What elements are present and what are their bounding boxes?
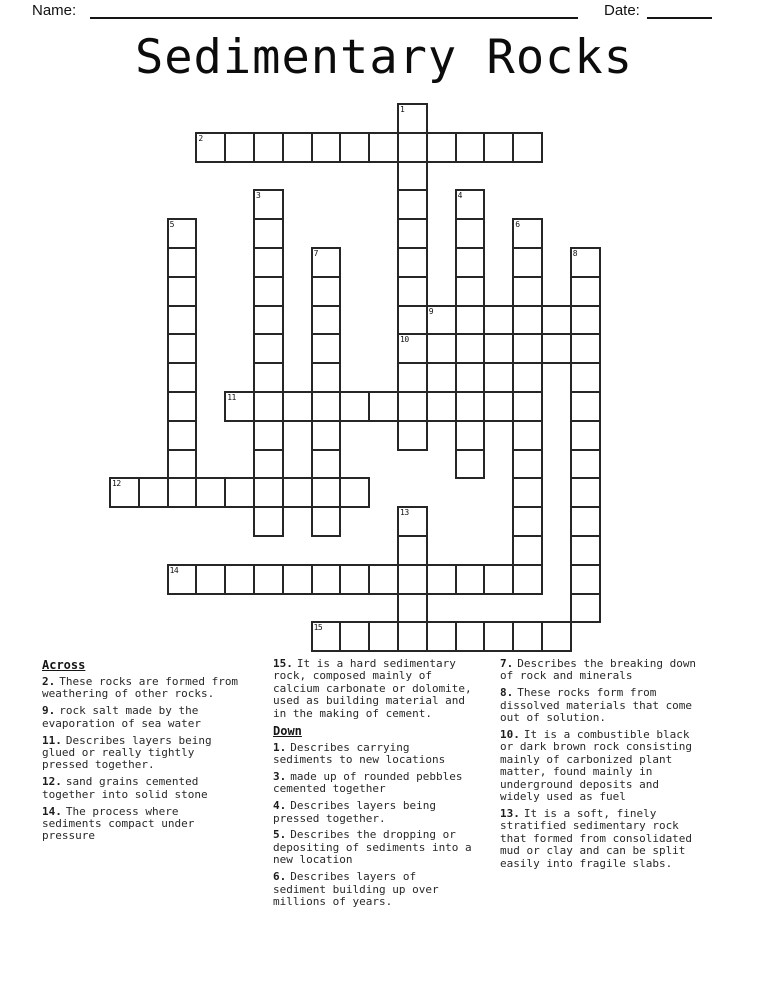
grid-cell[interactable] (311, 564, 342, 595)
grid-cell[interactable] (570, 305, 601, 336)
grid-cell[interactable] (426, 333, 457, 364)
clue-number: 7. (500, 657, 514, 670)
grid-cell[interactable] (397, 333, 428, 364)
clue-number: 8. (500, 686, 514, 700)
grid-cell[interactable] (455, 132, 486, 163)
clue-number: 15. (273, 657, 293, 670)
grid-cell[interactable] (483, 305, 514, 336)
date-blank-line (647, 17, 712, 19)
grid-cell[interactable] (570, 593, 601, 624)
grid-cell[interactable] (167, 276, 198, 307)
grid-cell[interactable] (512, 391, 543, 422)
grid-cell[interactable] (253, 276, 284, 307)
grid-cell[interactable] (224, 391, 255, 422)
clue: 1. Describes carrying sediments to new locations (273, 740, 446, 766)
grid-cell[interactable] (426, 564, 457, 595)
grid-cell[interactable] (167, 362, 198, 393)
grid-cell[interactable] (512, 218, 543, 249)
clue-number: 1. (273, 740, 287, 754)
grid-cell[interactable] (455, 621, 486, 652)
grid-cell[interactable] (426, 391, 457, 422)
grid-cell[interactable] (282, 132, 313, 163)
grid-cell[interactable] (570, 362, 601, 393)
across-header: Across (42, 658, 86, 672)
grid-cell[interactable] (253, 189, 284, 220)
grid-cell[interactable] (167, 218, 198, 249)
grid-cell-number: 10 (400, 335, 409, 345)
grid-cell[interactable] (512, 535, 543, 566)
clue-number: 2. (42, 675, 56, 688)
clue-number: 4. (273, 799, 287, 813)
grid-cell[interactable] (311, 132, 342, 163)
grid-cell[interactable] (253, 449, 284, 480)
clue: 12. sand grains cemented together into solid stone (42, 775, 208, 801)
grid-cell[interactable] (570, 564, 601, 595)
grid-cell[interactable] (397, 247, 428, 278)
grid-cell[interactable] (253, 477, 284, 508)
grid-cell[interactable] (570, 247, 601, 278)
clue-number: 14. (42, 804, 62, 818)
grid-cell[interactable] (167, 564, 198, 595)
clue: 10. It is a combustible black or dark brown rock consisting mainly of carbonized plant matter, found mainly in underground deposits and widely used as fuel (500, 728, 693, 804)
grid-cell[interactable] (311, 391, 342, 422)
clue-number: 10. (500, 728, 520, 742)
grid-cell[interactable] (512, 477, 543, 508)
grid-cell[interactable] (311, 333, 342, 364)
grid-cell[interactable] (570, 506, 601, 537)
grid-cell[interactable] (282, 391, 313, 422)
grid-cell[interactable] (426, 132, 457, 163)
clue: 11. Describes layers being glued or really tightly pressed together. (42, 733, 212, 772)
name-label: Name: (32, 2, 77, 19)
grid-cell[interactable] (483, 391, 514, 422)
grid-cell[interactable] (311, 305, 342, 336)
grid-cell[interactable] (570, 477, 601, 508)
grid-cell-number: 2 (198, 133, 203, 143)
grid-cell[interactable] (455, 449, 486, 480)
grid-cell[interactable] (455, 333, 486, 364)
clue: 15. It is a hard sedimentary rock, composed mainly of calcium carbonate or dolomite, used as building material and in the making of cement. (273, 657, 472, 720)
grid-cell[interactable] (397, 362, 428, 393)
grid-cell-number: 6 (515, 220, 520, 230)
clue: 3. made up of rounded pebbles cemented together (273, 769, 463, 796)
grid-cell[interactable] (455, 247, 486, 278)
grid-cell[interactable] (570, 449, 601, 480)
grid-cell[interactable] (195, 564, 226, 595)
grid-cell-number: 1 (400, 105, 405, 114)
down-header: Down (273, 723, 302, 738)
grid-cell[interactable] (138, 477, 169, 508)
grid-cell[interactable] (167, 333, 198, 364)
grid-cell[interactable] (455, 218, 486, 249)
clue: 8. These rocks form from dissolved materials that come out of solution. (500, 686, 693, 725)
grid-cell[interactable] (426, 305, 457, 336)
name-blank-line (90, 17, 578, 19)
grid-cell[interactable] (426, 621, 457, 652)
grid-cell[interactable] (253, 132, 284, 163)
clue-column-1 (42, 658, 242, 847)
grid-cell[interactable] (311, 276, 342, 307)
grid-cell[interactable] (512, 276, 543, 307)
clue: 14. The process where sediments compact under pressure (42, 804, 195, 843)
grid-cell[interactable] (483, 333, 514, 364)
clue-column-3 (500, 658, 700, 875)
clue-number: 12. (42, 775, 62, 789)
grid-cell[interactable] (368, 621, 399, 652)
grid-cell[interactable] (512, 333, 543, 364)
grid-cell[interactable] (455, 564, 486, 595)
grid-cell-number: 5 (169, 220, 174, 230)
clue-number: 9. (42, 704, 56, 718)
grid-cell[interactable] (167, 420, 198, 451)
grid-cell[interactable] (455, 305, 486, 336)
grid-cell[interactable] (483, 564, 514, 595)
grid-cell[interactable] (455, 276, 486, 307)
grid-cell[interactable] (397, 506, 428, 537)
grid-cell[interactable] (570, 333, 601, 364)
clue-number: 5. (273, 828, 287, 842)
grid-cell[interactable] (253, 564, 284, 595)
grid-cell[interactable] (512, 247, 543, 278)
clue: 9. rock salt made by the evaporation of sea water (42, 704, 201, 730)
grid-cell[interactable] (512, 449, 543, 480)
grid-cell[interactable] (512, 621, 543, 652)
grid-cell[interactable] (512, 420, 543, 451)
grid-cell[interactable] (397, 305, 428, 336)
grid-cell[interactable] (224, 477, 255, 508)
grid-cell[interactable] (311, 420, 342, 451)
grid-cell[interactable] (368, 391, 399, 422)
grid-cell[interactable] (253, 362, 284, 393)
grid-cell[interactable] (397, 132, 428, 163)
grid-cell[interactable] (397, 391, 428, 422)
grid-cell[interactable] (311, 449, 342, 480)
grid-cell[interactable] (224, 132, 255, 163)
grid-cell[interactable] (109, 477, 140, 508)
grid-cell[interactable] (339, 132, 370, 163)
clue: 2. These rocks are formed from weathering of other rocks. (42, 675, 239, 701)
grid-cell[interactable] (397, 276, 428, 307)
grid-cell-number: 8 (572, 249, 578, 258)
clue: 4. Describes layers being pressed together. (273, 799, 436, 825)
clue-number: 11. (42, 733, 62, 747)
grid-cell[interactable] (455, 391, 486, 422)
grid-cell[interactable] (311, 477, 342, 508)
grid-cell[interactable] (253, 333, 284, 364)
grid-cell[interactable] (570, 391, 601, 422)
grid-cell[interactable] (311, 247, 342, 278)
grid-cell[interactable] (253, 420, 284, 451)
grid-cell[interactable] (368, 132, 399, 163)
grid-cell[interactable] (512, 132, 543, 163)
page-title: Sedimentary Rocks (134, 30, 634, 85)
grid-cell[interactable] (167, 477, 198, 508)
grid-cell-number: 11 (227, 393, 236, 402)
grid-cell[interactable] (455, 189, 486, 220)
grid-cell[interactable] (253, 247, 284, 278)
grid-cell[interactable] (167, 449, 198, 480)
grid-cell[interactable] (570, 420, 601, 451)
grid-cell[interactable] (397, 564, 428, 595)
grid-cell[interactable] (541, 333, 572, 364)
date-label: Date: (604, 2, 640, 19)
grid-cell[interactable] (253, 218, 284, 249)
grid-cell[interactable] (253, 506, 284, 537)
grid-cell[interactable] (282, 564, 313, 595)
grid-cell-number: 12 (112, 479, 121, 489)
clue-number: 6. (273, 870, 287, 884)
grid-cell[interactable] (167, 305, 198, 336)
grid-cell[interactable] (512, 305, 543, 336)
clue: 13. It is a soft, finely stratified sedimentary rock that formed from consolidated mud or clay and can be split easily into fragile slabs. (500, 806, 693, 870)
grid-cell[interactable] (512, 506, 543, 537)
grid-cell[interactable] (339, 477, 370, 508)
clue: 6. Describes layers of sediment building up over millions of years. (273, 870, 439, 908)
grid-cell[interactable] (570, 535, 601, 566)
grid-cell[interactable] (512, 564, 543, 595)
grid-cell[interactable] (397, 420, 428, 451)
clue: 5. Describes the dropping or depositing of sediments into a new location (273, 828, 472, 867)
grid-cell[interactable] (455, 420, 486, 451)
grid-cell-number: 14 (169, 565, 179, 575)
grid-cell[interactable] (253, 305, 284, 336)
grid-cell[interactable] (167, 391, 198, 422)
grid-cell-number: 15 (313, 623, 323, 633)
grid-cell[interactable] (282, 477, 313, 508)
grid-cell[interactable] (397, 189, 428, 220)
grid-cell[interactable] (455, 362, 486, 393)
grid-cell[interactable] (483, 621, 514, 652)
grid-cell-number: 13 (400, 508, 409, 518)
grid-cell-number: 7 (313, 249, 318, 258)
grid-cell[interactable] (512, 362, 543, 393)
grid-cell[interactable] (339, 621, 370, 652)
grid-cell[interactable] (397, 218, 428, 249)
grid-cell[interactable] (311, 621, 342, 652)
clue: 7. Describes the breaking down of rock and minerals (500, 657, 697, 683)
grid-cell[interactable] (397, 161, 428, 192)
grid-cell[interactable] (541, 621, 572, 652)
grid-cell[interactable] (339, 391, 370, 422)
grid-cell[interactable] (397, 103, 428, 134)
grid-cell[interactable] (311, 506, 342, 537)
grid-cell-number: 3 (256, 191, 261, 201)
grid-cell[interactable] (224, 564, 255, 595)
grid-cell[interactable] (541, 305, 572, 336)
grid-cell[interactable] (397, 621, 428, 652)
grid-cell-number: 4 (457, 191, 462, 201)
grid-cell[interactable] (195, 477, 226, 508)
grid-cell[interactable] (397, 535, 428, 566)
grid-cell[interactable] (311, 362, 342, 393)
clue-column-2 (273, 658, 473, 913)
grid-cell[interactable] (195, 132, 226, 163)
grid-cell[interactable] (167, 247, 198, 278)
grid-cell[interactable] (339, 564, 370, 595)
grid-cell[interactable] (397, 593, 428, 624)
grid-cell[interactable] (483, 132, 514, 163)
grid-cell[interactable] (570, 276, 601, 307)
grid-cell[interactable] (253, 391, 284, 422)
clue-number: 13. (500, 806, 520, 820)
grid-cell-number: 9 (428, 306, 434, 316)
grid-cell[interactable] (368, 564, 399, 595)
clue-number: 3. (273, 769, 287, 783)
